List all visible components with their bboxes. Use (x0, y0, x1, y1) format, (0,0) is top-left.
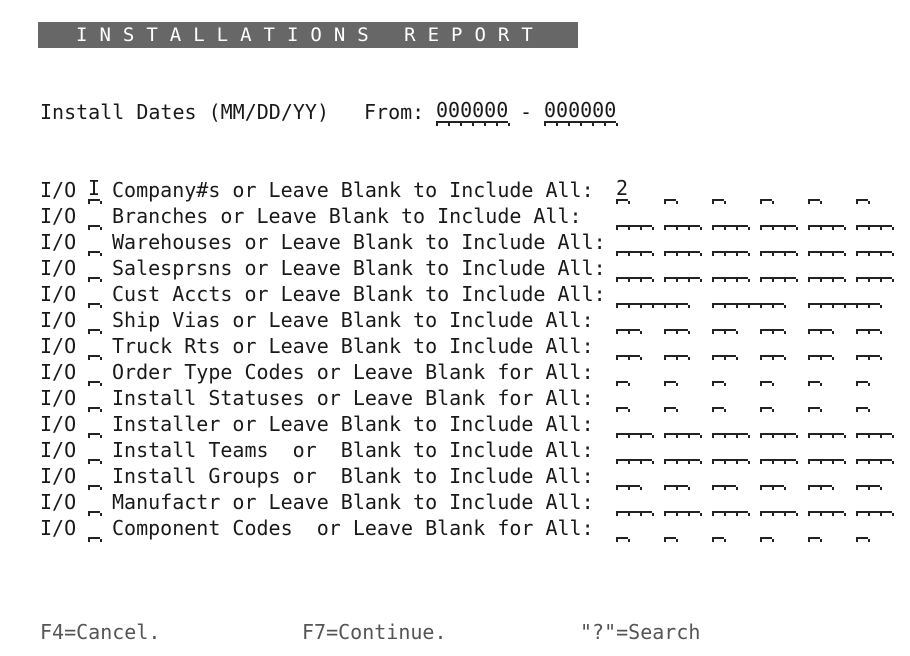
io-label: I/O (40, 256, 77, 280)
salesprsns-io-input[interactable] (88, 255, 100, 279)
install-teams-input[interactable] (664, 437, 700, 461)
install-dates-label: Install Dates (MM/DD/YY) (40, 100, 329, 124)
ship-vias-input[interactable] (808, 307, 832, 331)
component-codes-input[interactable] (856, 515, 868, 539)
branches-input[interactable] (664, 203, 700, 227)
cust-accts-input[interactable] (616, 281, 688, 305)
manufactr-io-input[interactable] (88, 489, 100, 513)
io-label: I/O (40, 282, 77, 306)
install-teams-input[interactable] (808, 437, 844, 461)
warehouses-io-input[interactable] (88, 229, 100, 253)
manufactr-input[interactable] (760, 489, 796, 513)
install-statuses-input[interactable] (856, 385, 868, 409)
install-groups-label: Install Groups or Blank to Include All: (112, 464, 594, 488)
component-codes-input[interactable] (760, 515, 772, 539)
io-label: I/O (40, 230, 77, 254)
installer-label: Installer or Leave Blank to Include All: (112, 412, 594, 436)
manufactr-input[interactable] (808, 489, 844, 513)
warehouses-input[interactable] (664, 229, 700, 253)
company-io-input[interactable]: I (88, 176, 101, 200)
install-teams-input[interactable] (712, 437, 748, 461)
cust-accts-io-input[interactable] (88, 281, 100, 305)
io-label: I/O (40, 308, 77, 332)
io-label: I/O (40, 204, 77, 228)
component-codes-input[interactable] (712, 515, 724, 539)
company-input[interactable] (808, 177, 820, 201)
installer-input[interactable] (808, 411, 844, 435)
order-type-codes-input[interactable] (808, 359, 820, 383)
install-groups-input[interactable] (664, 463, 688, 487)
branches-input[interactable] (808, 203, 844, 227)
io-label: I/O (40, 360, 77, 384)
component-codes-label: Component Codes or Leave Blank for All: (112, 516, 594, 540)
install-groups-input[interactable] (712, 463, 736, 487)
truck-rts-input[interactable] (616, 333, 640, 357)
install-groups-input[interactable] (856, 463, 880, 487)
install-groups-input[interactable] (760, 463, 784, 487)
company-input[interactable]: 2 (616, 176, 629, 200)
io-label: I/O (40, 334, 77, 358)
installer-io-input[interactable] (88, 411, 100, 435)
salesprsns-input[interactable] (808, 255, 844, 279)
search-hint[interactable]: "?"=Search (580, 620, 701, 644)
io-label: I/O (40, 178, 77, 202)
branches-label: Branches or Leave Blank to Include All: (112, 204, 582, 228)
installer-input[interactable] (664, 411, 700, 435)
ship-vias-io-input[interactable] (88, 307, 100, 331)
component-codes-io-input[interactable] (88, 515, 100, 539)
ship-vias-input[interactable] (712, 307, 736, 331)
install-statuses-input[interactable] (760, 385, 772, 409)
order-type-codes-input[interactable] (664, 359, 676, 383)
to-date-input[interactable]: 000000 (544, 98, 617, 122)
f4-cancel-hint[interactable]: F4=Cancel. (40, 620, 161, 644)
company-input[interactable] (856, 177, 868, 201)
installer-input[interactable] (856, 411, 892, 435)
warehouses-input[interactable] (760, 229, 796, 253)
truck-rts-input[interactable] (808, 333, 832, 357)
install-teams-input[interactable] (616, 437, 652, 461)
installer-input[interactable] (616, 411, 652, 435)
ship-vias-input[interactable] (760, 307, 784, 331)
install-teams-label: Install Teams or Blank to Include All: (112, 438, 594, 462)
cust-accts-input[interactable] (712, 281, 784, 305)
company-label: Company#s or Leave Blank to Include All: (112, 178, 594, 202)
title-bar (38, 22, 578, 48)
warehouses-input[interactable] (712, 229, 748, 253)
install-statuses-input[interactable] (664, 385, 676, 409)
io-label: I/O (40, 490, 77, 514)
component-codes-input[interactable] (664, 515, 676, 539)
warehouses-input[interactable] (808, 229, 844, 253)
install-groups-input[interactable] (616, 463, 640, 487)
install-groups-io-input[interactable] (88, 463, 100, 487)
date-separator: - (520, 100, 533, 124)
warehouses-input[interactable] (616, 229, 652, 253)
install-statuses-io-input[interactable] (88, 385, 100, 409)
f7-continue-hint[interactable]: F7=Continue. (302, 620, 447, 644)
component-codes-input[interactable] (808, 515, 820, 539)
manufactr-input[interactable] (616, 489, 652, 513)
order-type-codes-label: Order Type Codes or Leave Blank for All: (112, 360, 594, 384)
installer-input[interactable] (760, 411, 796, 435)
truck-rts-input[interactable] (760, 333, 784, 357)
ship-vias-input[interactable] (616, 307, 640, 331)
truck-rts-input[interactable] (712, 333, 736, 357)
io-label: I/O (40, 438, 77, 462)
cust-accts-input[interactable] (808, 281, 880, 305)
company-input[interactable] (760, 177, 772, 201)
ship-vias-input[interactable] (856, 307, 880, 331)
salesprsns-input[interactable] (760, 255, 796, 279)
order-type-codes-input[interactable] (616, 359, 628, 383)
salesprsns-input[interactable] (664, 255, 700, 279)
component-codes-input[interactable] (616, 515, 628, 539)
warehouses-input[interactable] (856, 229, 892, 253)
install-statuses-input[interactable] (616, 385, 628, 409)
salesprsns-input[interactable] (712, 255, 748, 279)
manufactr-label: Manufactr or Leave Blank to Include All: (112, 490, 594, 514)
install-statuses-label: Install Statuses or Leave Blank for All: (112, 386, 594, 410)
company-input[interactable] (664, 177, 676, 201)
ship-vias-input[interactable] (664, 307, 688, 331)
company-input[interactable] (712, 177, 724, 201)
order-type-codes-input[interactable] (712, 359, 724, 383)
manufactr-input[interactable] (856, 489, 892, 513)
installer-input[interactable] (712, 411, 748, 435)
install-groups-input[interactable] (808, 463, 832, 487)
install-teams-input[interactable] (760, 437, 796, 461)
salesprsns-input[interactable] (856, 255, 892, 279)
salesprsns-input[interactable] (616, 255, 652, 279)
branches-input[interactable] (856, 203, 892, 227)
truck-rts-input[interactable] (856, 333, 880, 357)
io-label: I/O (40, 464, 77, 488)
truck-rts-io-input[interactable] (88, 333, 100, 357)
order-type-codes-input[interactable] (856, 359, 868, 383)
install-statuses-input[interactable] (808, 385, 820, 409)
order-type-codes-input[interactable] (760, 359, 772, 383)
truck-rts-input[interactable] (664, 333, 688, 357)
io-label: I/O (40, 516, 77, 540)
salesprsns-label: Salesprsns or Leave Blank to Include All: (112, 256, 606, 280)
ship-vias-label: Ship Vias or Leave Blank to Include All: (112, 308, 594, 332)
branches-input[interactable] (616, 203, 652, 227)
io-label: I/O (40, 386, 77, 410)
warehouses-label: Warehouses or Leave Blank to Include All: (112, 230, 606, 254)
io-label: I/O (40, 412, 77, 436)
page-title: INSTALLATIONS REPORT (76, 24, 545, 46)
cust-accts-label: Cust Accts or Leave Blank to Include All: (112, 282, 606, 306)
order-type-codes-io-input[interactable] (88, 359, 100, 383)
from-date-input[interactable]: 000000 (436, 98, 509, 122)
manufactr-input[interactable] (664, 489, 700, 513)
install-teams-input[interactable] (856, 437, 892, 461)
truck-rts-label: Truck Rts or Leave Blank to Include All: (112, 334, 594, 358)
from-label: From: (364, 100, 425, 124)
install-statuses-input[interactable] (712, 385, 724, 409)
manufactr-input[interactable] (712, 489, 748, 513)
install-teams-io-input[interactable] (88, 437, 100, 461)
branches-input[interactable] (712, 203, 748, 227)
branches-input[interactable] (760, 203, 796, 227)
branches-io-input[interactable] (88, 203, 100, 227)
